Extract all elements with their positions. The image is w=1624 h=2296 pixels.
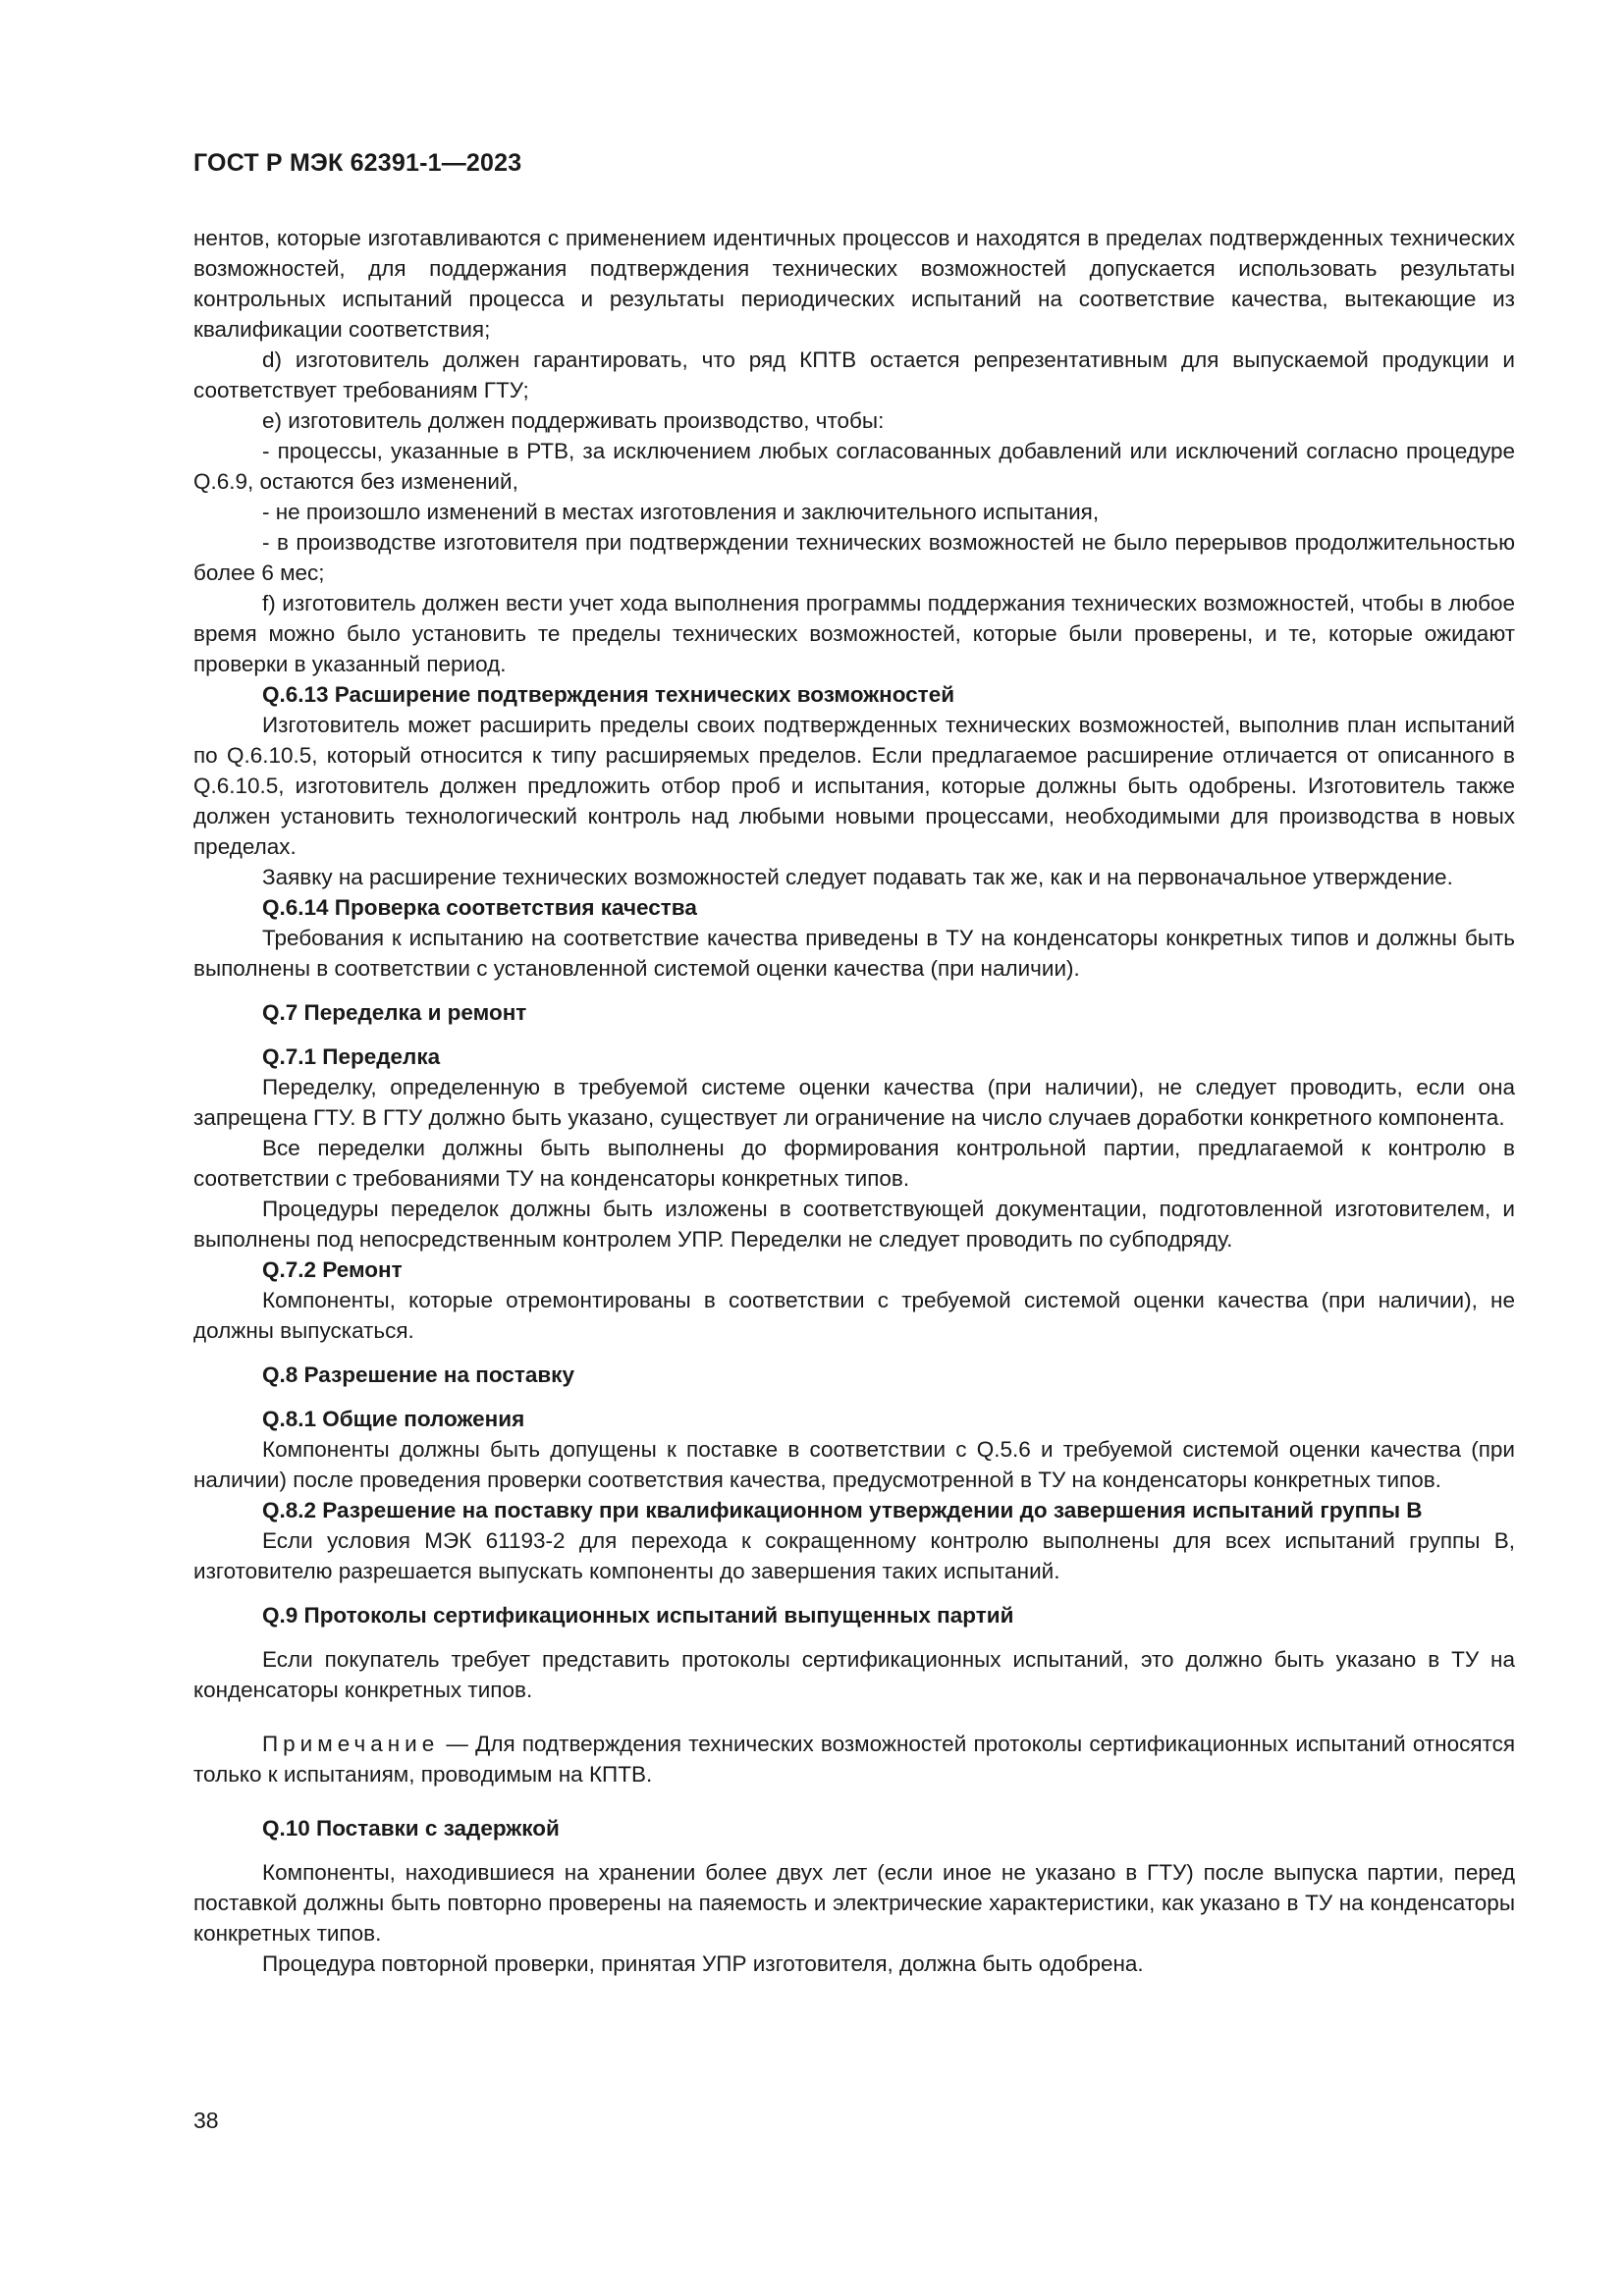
page-content — [193, 223, 1515, 1979]
list-item: f) изготовитель должен вести учет хода выполнения программы поддержания технических возможностей, чтобы в любое время можно было установить те пределы технических возможностей, которые были проверены, и те, которые ожидают проверки в указанный период. — [193, 591, 1515, 676]
section-heading-q7-1: Q.7.1 Переделка — [262, 1044, 441, 1069]
note — [193, 1729, 1515, 1789]
section-heading-q6-13: Q.6.13 Расширение подтверждения технических возможностей — [262, 682, 955, 707]
paragraph: Все переделки должны быть выполнены до формирования контрольной партии, предлагаемой к контролю в соответствии с требованиями ТУ на конденсаторы конкретных типов. — [193, 1136, 1515, 1191]
paragraph: Компоненты, которые отремонтированы в соответствии с требуемой системой оценки качества (при наличии), не должны выпускаться. — [193, 1288, 1515, 1343]
paragraph: Изготовитель может расширить пределы своих подтвержденных технических возможностей, выполнив план испытаний по Q.6.10.5, который относится к типу расширяемых пределов. Если предлагаемое расширение отличается от описанного в Q.6.10.5, изготовитель должен предложить отбор проб и испытания, которые должны быть одобрены. Изготовитель также должен установить технологический контроль над любыми новыми процессами, необходимыми для производства в новых пределах. — [193, 713, 1515, 859]
list-item: - процессы, указанные в РТВ, за исключением любых согласованных добавлений или исключений согласно процедуре Q.6.9, остаются без изменений, — [193, 439, 1515, 494]
paragraph: Если условия МЭК 61193-2 для перехода к сокращенному контролю выполнены для всех испытаний группы В, изготовителю разрешается выпускать компоненты до завершения таких испытаний. — [193, 1528, 1515, 1583]
paragraph: Процедуры переделок должны быть изложены в соответствующей документации, подготовленной изготовителем, и выполнены под непосредственным контролем УПР. Переделки не следует проводить по субподряду. — [193, 1197, 1515, 1252]
paragraph: Процедура повторной проверки, принятая УПР изготовителя, должна быть одобрена. — [262, 1951, 1144, 1976]
paragraph: нентов, которые изготавливаются с применением идентичных процессов и находятся в пределах подтвержденных технических возможностей, для поддержания подтверждения технических возможностей допускается использовать результаты контрольных испытаний процесса и результаты периодических испытаний на соответствие качества, вытекающие из квалификации соответствия; — [193, 226, 1515, 342]
paragraph: Если покупатель требует представить протоколы сертификационных испытаний, это должно быть указано в ТУ на конденсаторы конкретных типов. — [193, 1647, 1515, 1702]
page-number: 38 — [193, 2108, 219, 2133]
section-heading-q7-2: Q.7.2 Ремонт — [262, 1257, 403, 1282]
list-item: - не произошло изменений в местах изготовления и заключительного испытания, — [262, 500, 1100, 524]
section-heading-q8: Q.8 Разрешение на поставку — [262, 1362, 574, 1387]
list-item: e) изготовитель должен поддерживать производство, чтобы: — [262, 408, 885, 433]
section-heading-q9: Q.9 Протоколы сертификационных испытаний выпущенных партий — [262, 1603, 1014, 1628]
paragraph: Компоненты, находившиеся на хранении более двух лет (если иное не указано в ГТУ) после выпуска партии, перед поставкой должны быть повторно проверены на паяемость и электрические характеристики, как указано в ТУ на конденсаторы конкретных типов. — [193, 1860, 1515, 1946]
section-heading-q10: Q.10 Поставки с задержкой — [262, 1816, 560, 1841]
paragraph: Переделку, определенную в требуемой системе оценки качества (при наличии), не следует проводить, если она запрещена ГТУ. В ГТУ должно быть указано, существует ли ограничение на число случаев доработки конкретного компонента. — [193, 1075, 1515, 1130]
section-heading-q7: Q.7 Переделка и ремонт — [262, 1000, 527, 1025]
list-item: - в производстве изготовителя при подтверждении технических возможностей не было перерывов продолжительностью более 6 мес; — [193, 530, 1515, 585]
paragraph: Заявку на расширение технических возможностей следует подавать так же, как и на первоначальное утверждение. — [262, 865, 1453, 889]
note-text: — Для подтверждения технических возможностей протоколы сертификационных испытаний относятся только к испытаниям, проводимым на КПТВ. — [193, 1732, 1515, 1787]
running-header: ГОСТ Р МЭК 62391-1—2023 — [193, 149, 522, 177]
list-item: d) изготовитель должен гарантировать, что ряд КПТВ остается репрезентативным для выпускаемой продукции и соответствует требованиям ГТУ; — [193, 347, 1515, 402]
paragraph: Требования к испытанию на соответствие качества приведены в ТУ на конденсаторы конкретных типов и должны быть выполнены в соответствии с установленной системой оценки качества (при наличии). — [193, 926, 1515, 981]
section-heading-q6-14: Q.6.14 Проверка соответствия качества — [262, 895, 697, 920]
section-heading-q8-2: Q.8.2 Разрешение на поставку при квалификационном утверждении до завершения испытаний группы В — [262, 1498, 1423, 1522]
note-label: Примечание — [262, 1732, 440, 1756]
section-heading-q8-1: Q.8.1 Общие положения — [262, 1407, 525, 1431]
paragraph: Компоненты должны быть допущены к поставке в соответствии с Q.5.6 и требуемой системой оценки качества (при наличии) после проведения проверки соответствия качества, предусмотренной в ТУ на конденсаторы конкретных типов. — [193, 1437, 1515, 1492]
